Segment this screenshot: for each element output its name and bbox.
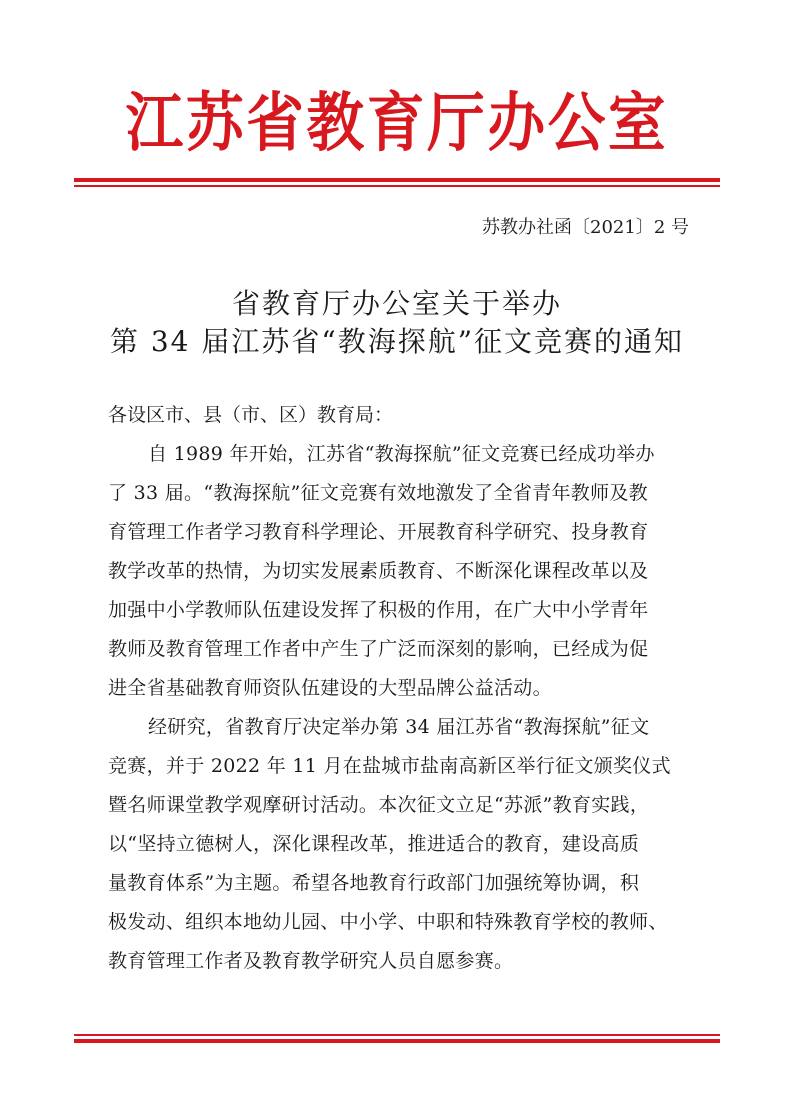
paragraph-line: 自 1989 年开始，江苏省“教海探航”征文竞赛已经成功举办: [148, 443, 655, 465]
notice-title-line-2: 第 34 届江苏省“教海探航”征文竞赛的通知: [109, 325, 685, 358]
paragraph-line: 育管理工作者学习教育科学理论、开展教育科学研究、投身教育: [108, 521, 649, 543]
document-number: 苏教办社函〔2021〕2 号: [482, 217, 689, 238]
paragraph-line: 加强中小学教师队伍建设发挥了积极的作用，在广大中小学青年: [108, 599, 649, 621]
header-rule-thick: [74, 178, 720, 182]
paragraph-line: 教学改革的热情，为切实发展素质教育、不断深化课程改革以及: [108, 560, 649, 582]
header-rule-thin: [74, 185, 720, 187]
masthead-title: 江苏省教育厅办公室: [125, 87, 669, 161]
paragraph-line: 暨名师课堂教学观摩研讨活动。本次征文立足“苏派”教育实践，: [108, 794, 650, 816]
paragraph-line: 了 33 届。“教海探航”征文竞赛有效地激发了全省青年教师及教: [108, 482, 648, 504]
salutation: 各设区市、县（市、区）教育局：: [108, 404, 394, 426]
paragraph-line: 教师及教育管理工作者中产生了广泛而深刻的影响，已经成为促: [108, 638, 649, 660]
footer-rule-thin: [74, 1034, 720, 1036]
notice-title-line-1: 省教育厅办公室关于举办: [231, 287, 562, 320]
footer-rule-thick: [74, 1039, 720, 1043]
paragraph-line: 进全省基础教育师资队伍建设的大型品牌公益活动。: [108, 677, 552, 699]
paragraph-line: 经研究，省教育厅决定举办第 34 届江苏省“教海探航”征文: [148, 716, 650, 738]
paragraph-line: 极发动、组织本地幼儿园、中小学、中职和特殊教育学校的教师、: [108, 911, 668, 933]
paragraph-line: 以“坚持立德树人，深化课程改革，推进适合的教育，建设高质: [108, 833, 640, 855]
paragraph-line: 量教育体系”为主题。希望各地教育行政部门加强统筹协调，积: [108, 872, 640, 894]
paragraph-line: 教育管理工作者及教育教学研究人员自愿参赛。: [108, 950, 514, 972]
paragraph-line: 竞赛，并于 2022 年 11 月在盐城市盐南高新区举行征文颁奖仪式: [108, 755, 671, 777]
